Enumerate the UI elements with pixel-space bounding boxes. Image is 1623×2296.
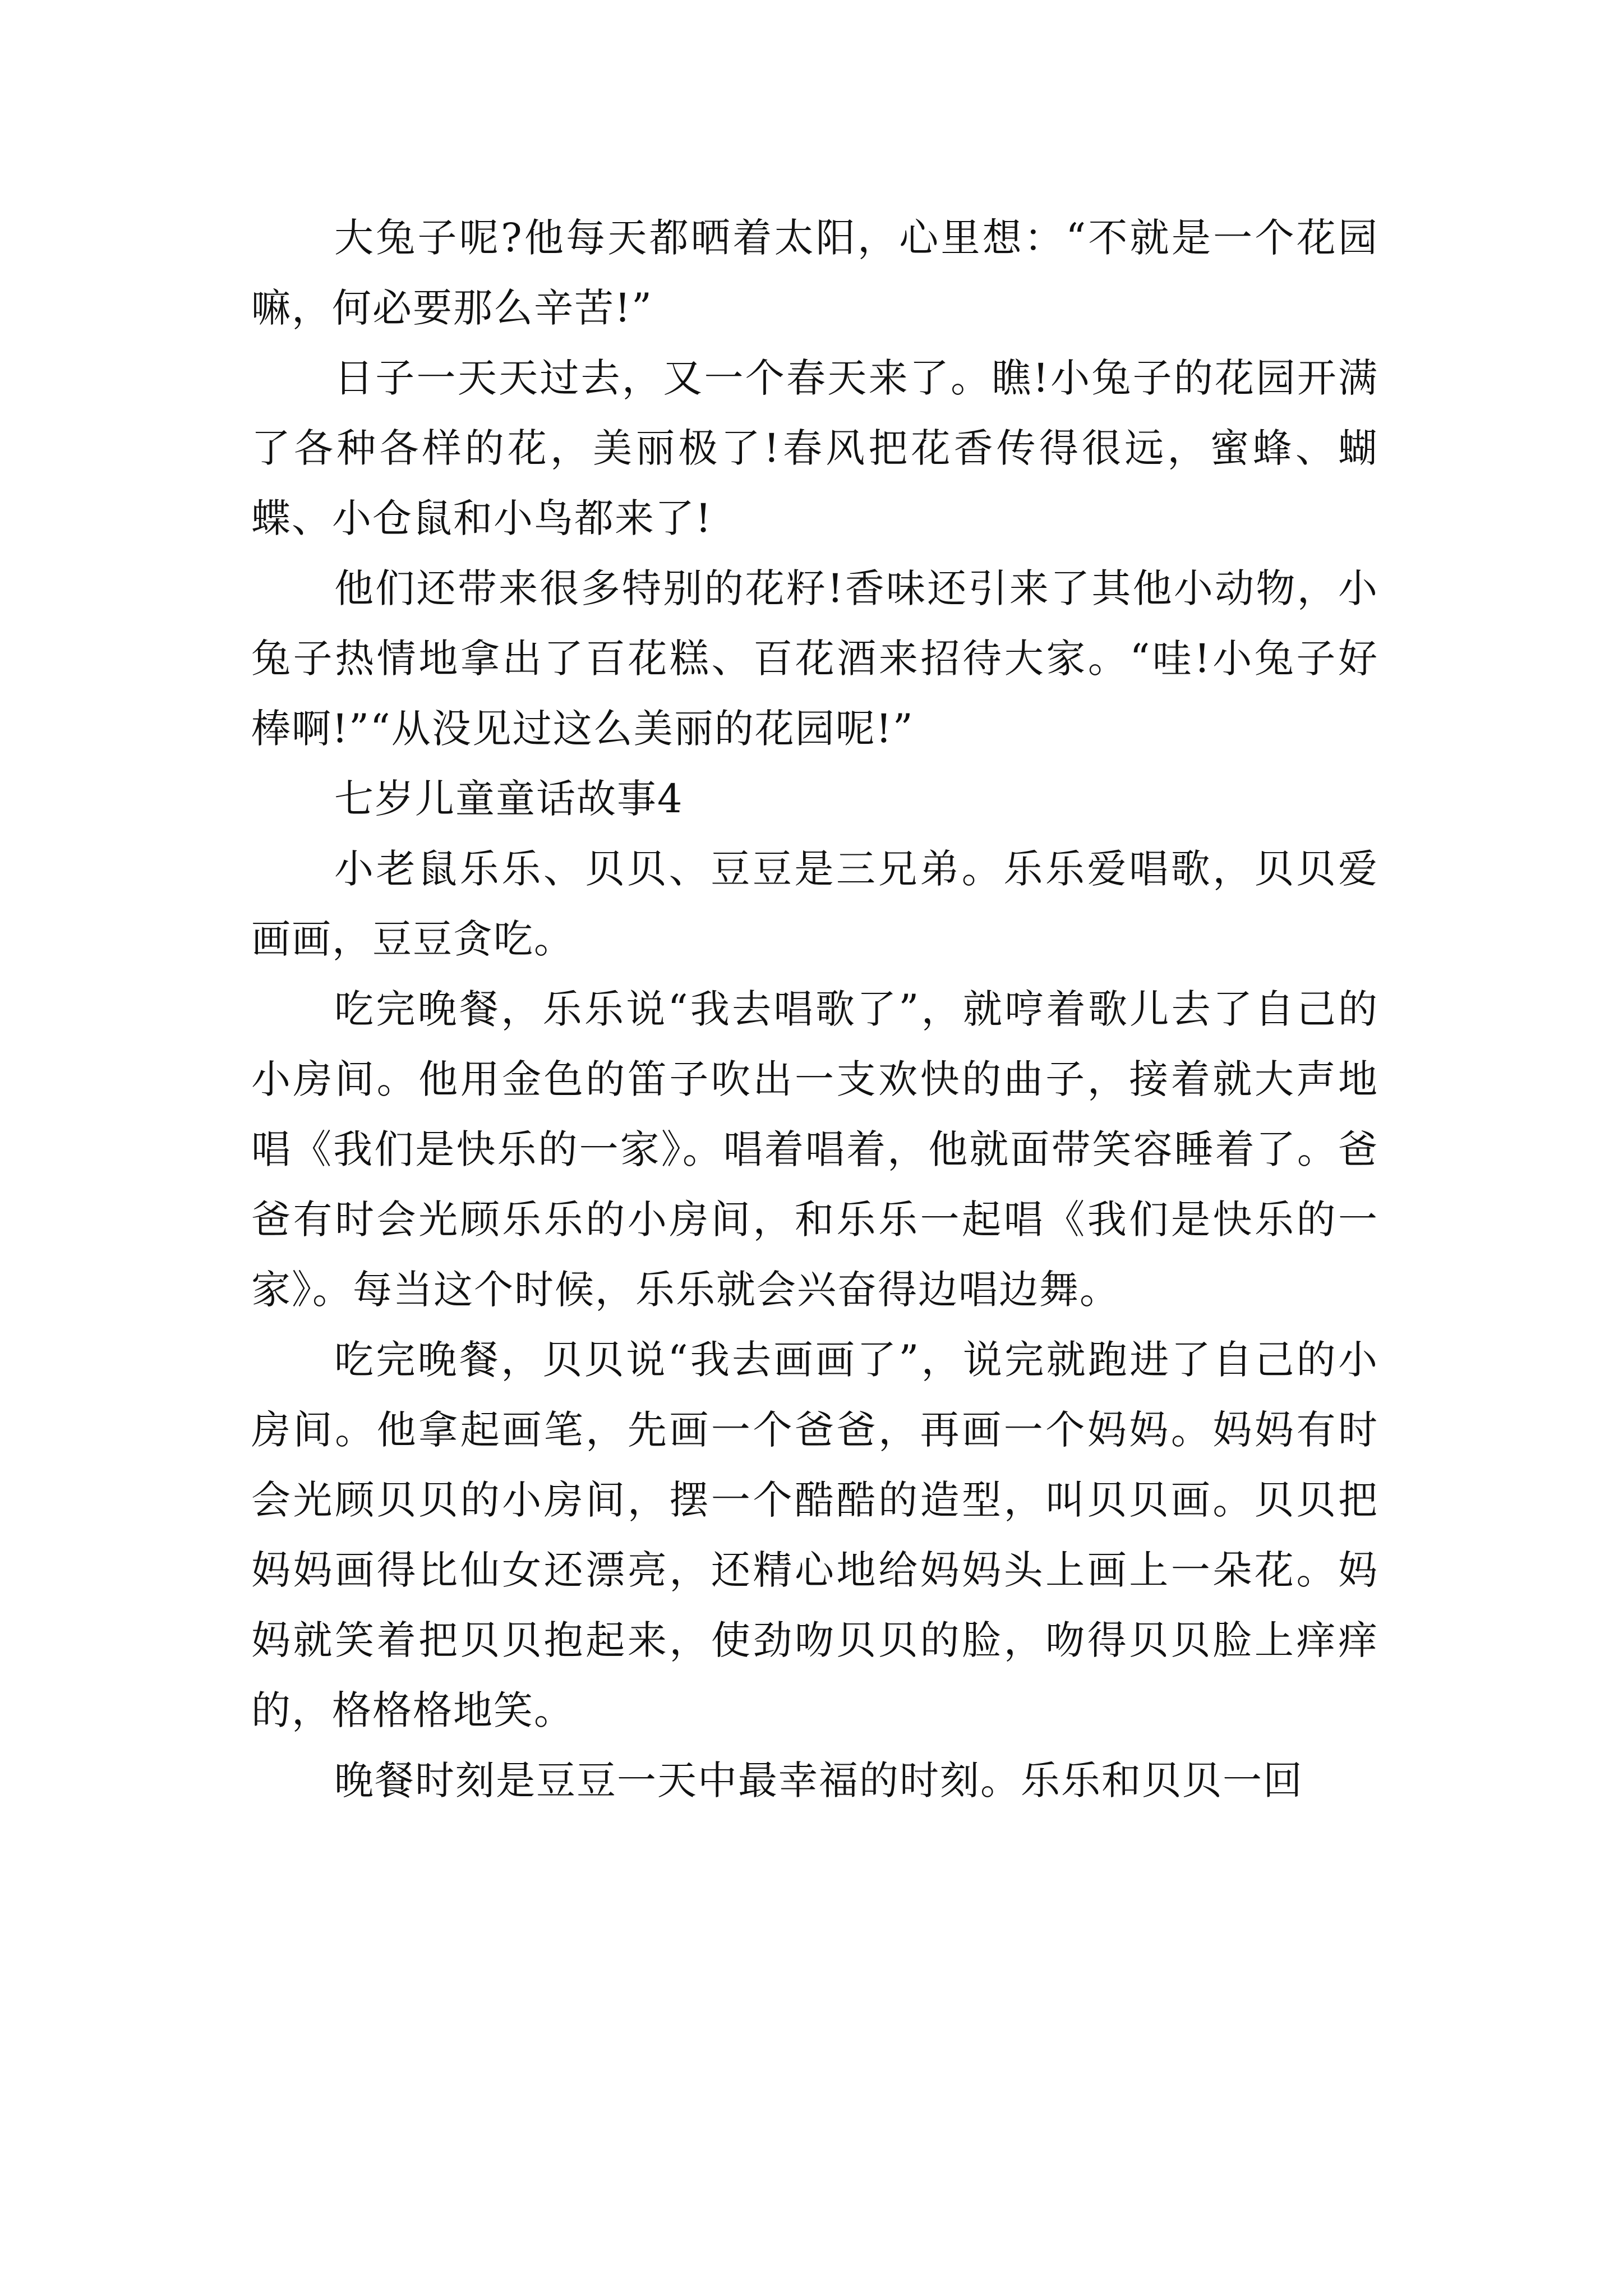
paragraph-2: 日子一天天过去，又一个春天来了。瞧!小兔子的花园开满了各种各样的花，美丽极了!春风把花香传得很远，蜜蜂、蝴蝶、小仓鼠和小鸟都来了! (251, 355, 1378, 541)
paragraph-5: 小老鼠乐乐、贝贝、豆豆是三兄弟。乐乐爱唱歌，贝贝爱画画，豆豆贪吃。 (251, 846, 1378, 962)
paragraph-3: 他们还带来很多特别的花籽!香味还引来了其他小动物，小兔子热情地拿出了百花糕、百花酒来招待大家。“哇!小兔子好棒啊!”“从没见过这么美丽的花园呢!” (251, 565, 1378, 752)
paragraph-7: 吃完晚餐，贝贝说“我去画画了”，说完就跑进了自己的小房间。他拿起画笔，先画一个爸爸，再画一个妈妈。妈妈有时会光顾贝贝的小房间，摆一个酷酷的造型，叫贝贝画。贝贝把妈妈画得比仙女还漂亮，还精心地给妈妈头上画上一朵花。妈妈就笑着把贝贝抱起来，使劲吻贝贝的脸，吻得贝贝脸上痒痒的，格格格地笑。 (251, 1337, 1378, 1733)
paragraph-8: 晚餐时刻是豆豆一天中最幸福的时刻。乐乐和贝贝一回 (334, 1757, 1303, 1803)
paragraph-6: 吃完晚餐，乐乐说“我去唱歌了”，就哼着歌儿去了自己的小房间。他用金色的笛子吹出一支欢快的曲子，接着就大声地唱《我们是快乐的一家》。唱着唱着，他就面带笑容睡着了。爸爸有时会光顾乐乐的小房间，和乐乐一起唱《我们是快乐的一家》。每当这个时候，乐乐就会兴奋得边唱边舞。 (251, 986, 1378, 1313)
document-body (251, 203, 1378, 1816)
paragraph-1: 大兔子呢?他每天都晒着太阳，心里想：“不就是一个花园嘛，何必要那么辛苦!” (251, 215, 1378, 331)
section-heading: 七岁儿童童话故事4 (334, 776, 684, 822)
